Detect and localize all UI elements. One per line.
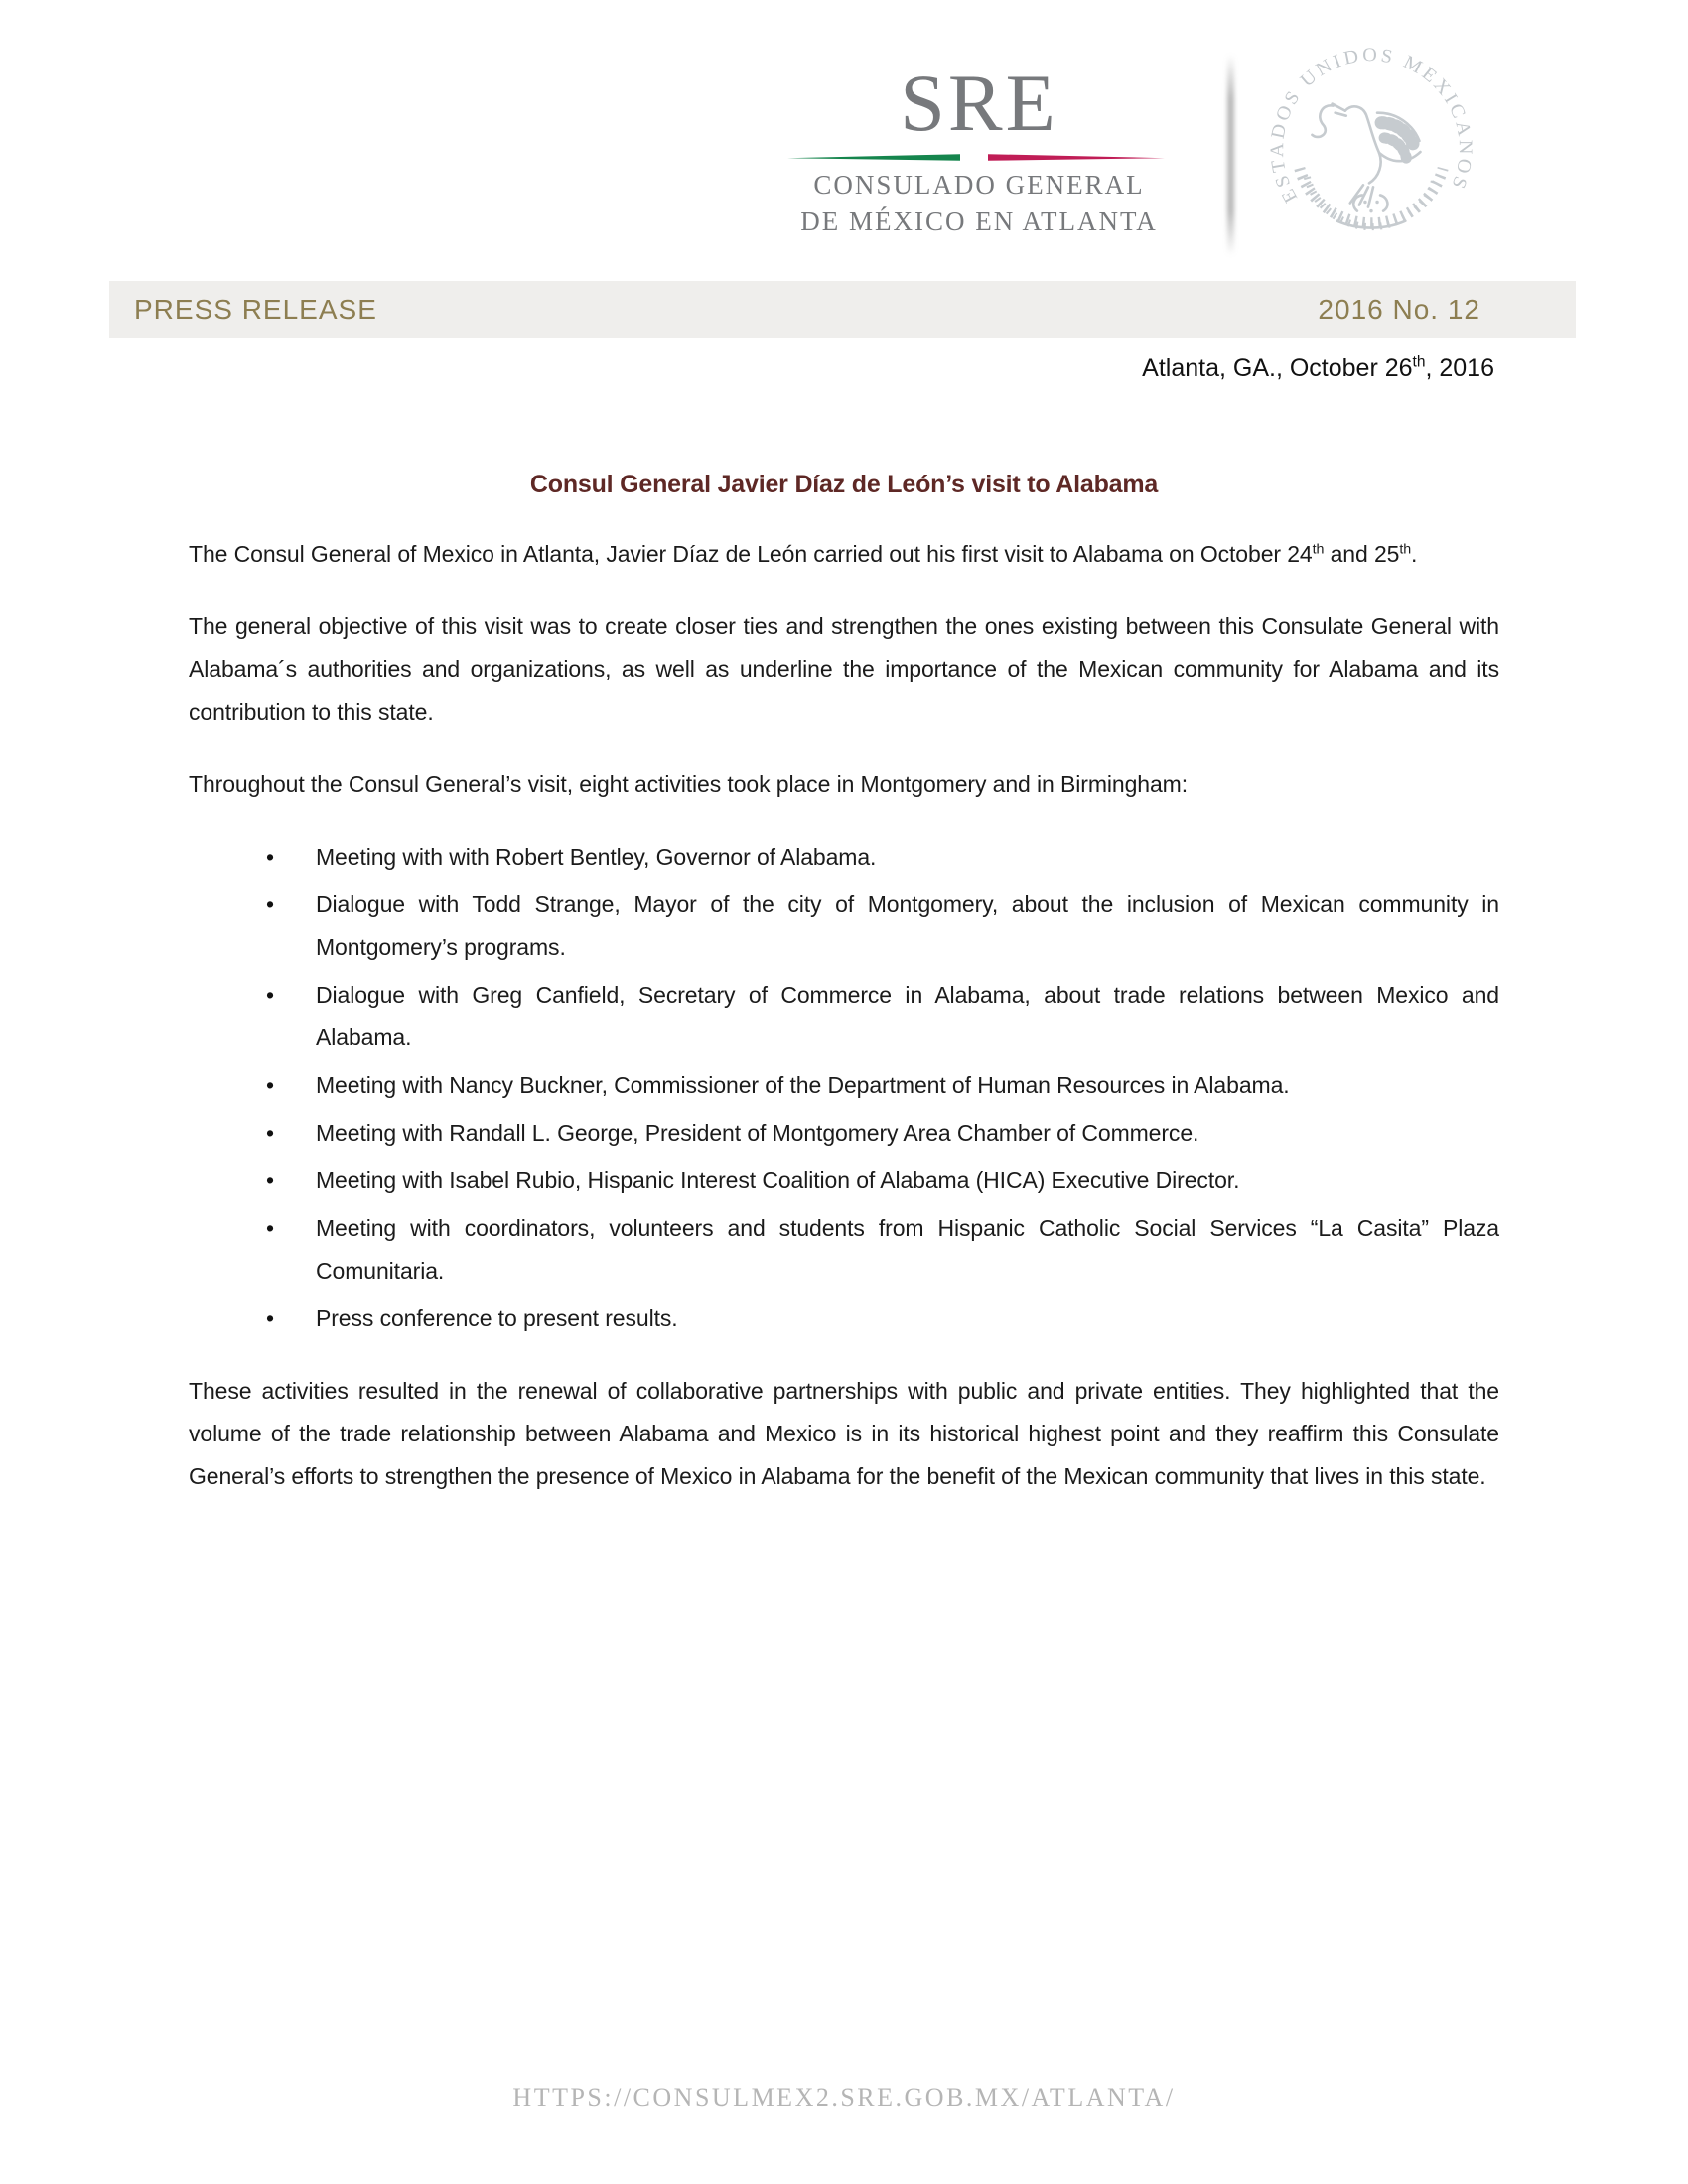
list-item bbox=[189, 1112, 1499, 1155]
list-item-text: Meeting with with Robert Bentley, Governor of Alabama. bbox=[316, 844, 877, 870]
list-item-text: Dialogue with Todd Strange, Mayor of the city of Montgomery, about the inclusion of Mexican community in Montgomery’s programs. bbox=[316, 891, 1499, 960]
p1-ordinal-2: th bbox=[1399, 541, 1412, 558]
paragraph-intro bbox=[189, 533, 1499, 576]
p1-part3: . bbox=[1411, 541, 1418, 567]
list-item-text: Meeting with Isabel Rubio, Hispanic Interest Coalition of Alabama (HICA) Executive Director. bbox=[316, 1167, 1240, 1193]
dateline-prefix: Atlanta, GA., October 26 bbox=[1142, 354, 1413, 382]
list-item bbox=[189, 1160, 1499, 1202]
seal-ring-text: ESTADOS UNIDOS MEXICANOS bbox=[1267, 45, 1476, 206]
paragraph-activities-intro: Throughout the Consul General’s visit, eight activities took place in Montgomery and in Birmingham: bbox=[189, 771, 1189, 797]
list-item bbox=[189, 884, 1499, 969]
body-copy bbox=[189, 533, 1499, 1528]
org-name-line1: CONSULADO GENERAL bbox=[813, 170, 1145, 200]
list-item-text: Dialogue with Greg Canfield, Secretary of Commerce in Alabama, about trade relations between Mexico and Alabama. bbox=[316, 982, 1499, 1050]
page-title: Consul General Javier Díaz de León’s visit to Alabama bbox=[529, 471, 1159, 498]
list-item-text: Meeting with Nancy Buckner, Commissioner of the Department of Human Resources in Alabama. bbox=[316, 1072, 1290, 1098]
list-item-text: Press conference to present results. bbox=[316, 1305, 678, 1331]
list-item bbox=[189, 1297, 1499, 1340]
paragraph-results: These activities resulted in the renewal of collaborative partnerships with public and private entities. They highlighted that the volume of the trade relationship between Alabama and Mexico is in its historical highest point and they reaffirm this Consulate General’s efforts to strengthen the presence of Mexico in Alabama for the benefit of the Mexican community that lives in this state. bbox=[189, 1378, 1499, 1489]
p1-part2: and 25 bbox=[1324, 541, 1400, 567]
list-item bbox=[189, 1064, 1499, 1107]
banner-press-release-label: PRESS RELEASE bbox=[134, 293, 377, 325]
footer-url: HTTPS://CONSULMEX2.SRE.GOB.MX/ATLANTA/ bbox=[512, 2083, 1176, 2112]
activities-list bbox=[189, 836, 1499, 1340]
list-item bbox=[189, 1207, 1499, 1293]
header-divider bbox=[1227, 55, 1234, 255]
list-item-text: Meeting with Randall L. George, President of Montgomery Area Chamber of Commerce. bbox=[316, 1120, 1199, 1146]
dateline bbox=[1142, 354, 1494, 383]
flag-lines-icon bbox=[785, 151, 1173, 163]
banner-number-label: 2016 No. 12 bbox=[1318, 293, 1480, 325]
sre-wordmark: SRE bbox=[900, 58, 1058, 148]
paragraph-objective: The general objective of this visit was to create closer ties and strengthen the ones existing between this Consulate General with Alabama´s authorities and organizations, as well as underline the importance of the Mexican community for Alabama and its contribution to this state. bbox=[189, 614, 1499, 725]
list-item-text: Meeting with coordinators, volunteers and students from Hispanic Catholic Social Services “La Casita” Plaza Comunitaria. bbox=[316, 1215, 1499, 1284]
p1-part1: The Consul General of Mexico in Atlanta, Javier Díaz de León carried out his first visit to Alabama on October 24 bbox=[189, 541, 1313, 567]
list-item bbox=[189, 836, 1499, 879]
letterhead bbox=[0, 0, 1688, 278]
dateline-suffix: , 2016 bbox=[1425, 354, 1494, 382]
p1-ordinal-1: th bbox=[1312, 541, 1325, 558]
list-item bbox=[189, 974, 1499, 1059]
dateline-ordinal: th bbox=[1412, 353, 1426, 371]
org-name-line2: DE MÉXICO EN ATLANTA bbox=[800, 206, 1158, 236]
mexican-coat-of-arms-icon bbox=[1267, 44, 1476, 254]
sre-logo bbox=[784, 58, 1174, 240]
press-release-banner bbox=[109, 281, 1576, 338]
